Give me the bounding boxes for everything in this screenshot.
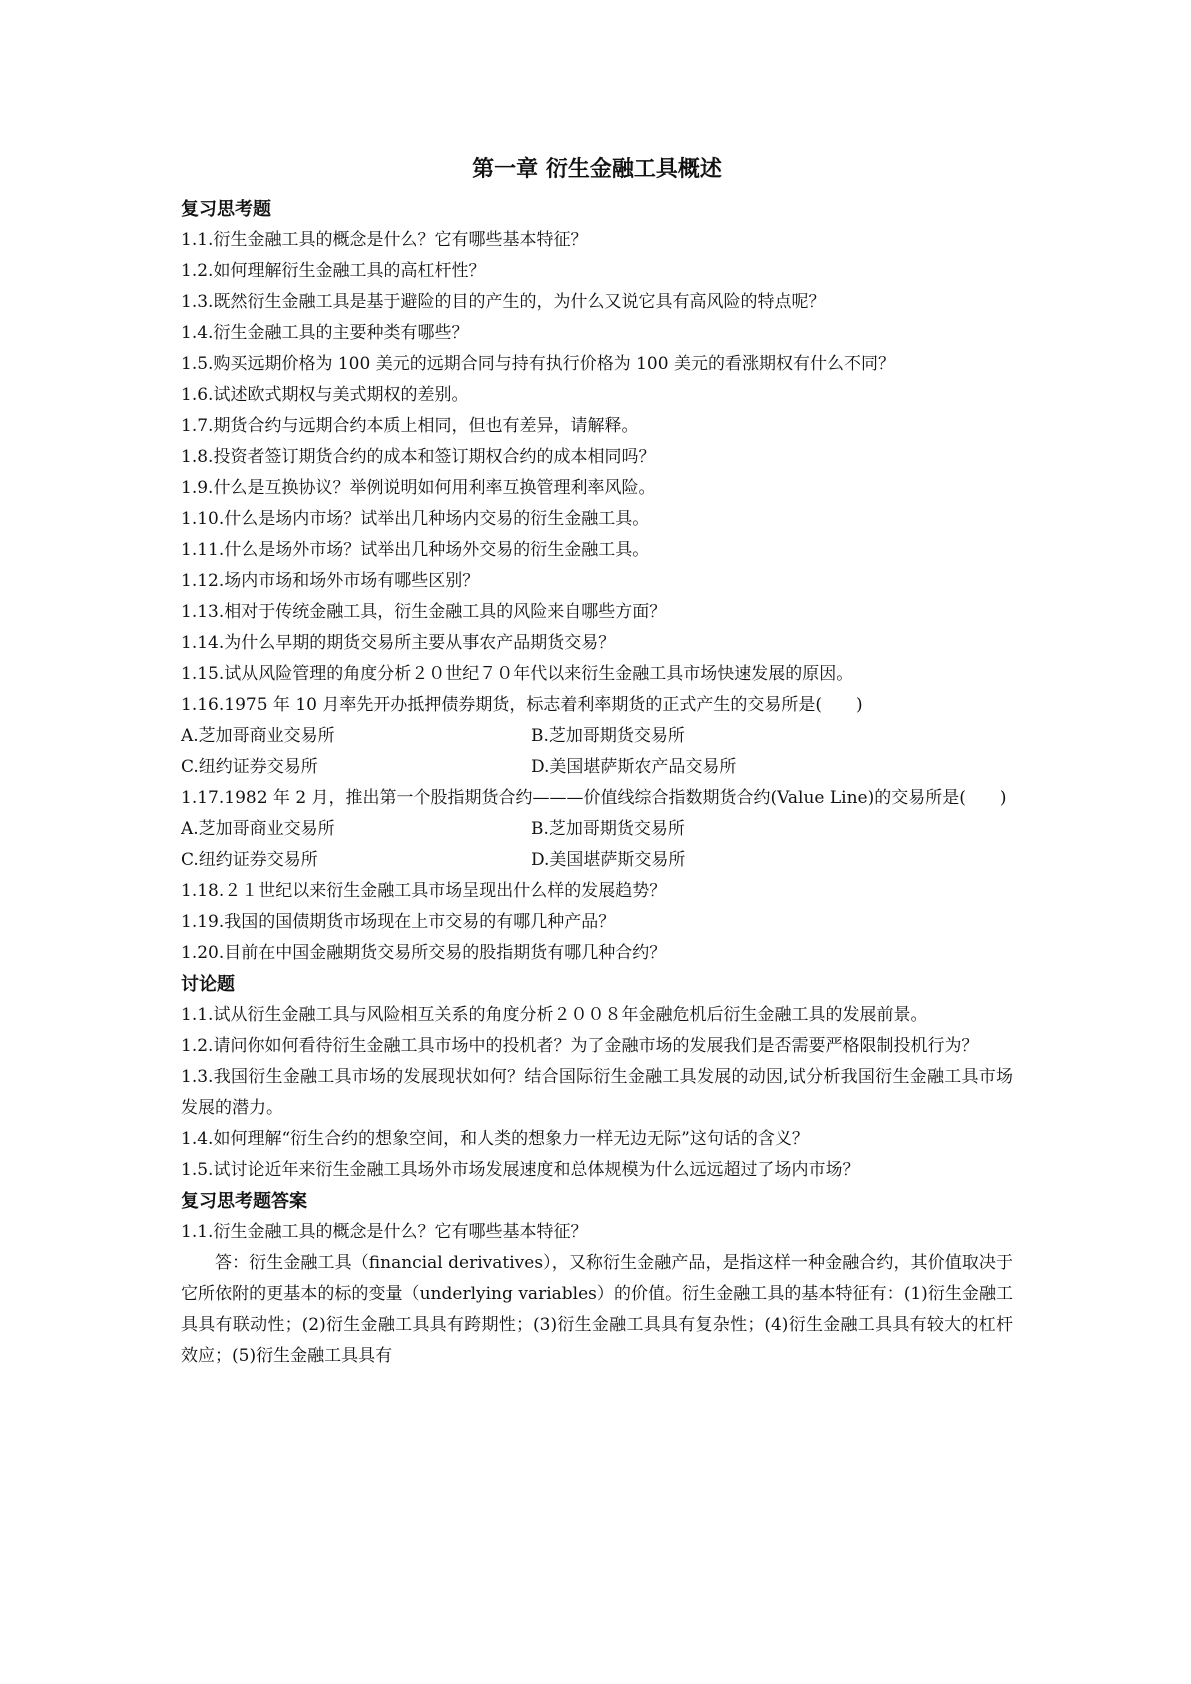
- option-c: C.纽约证券交易所: [181, 757, 318, 777]
- option-d: D.美国堪萨斯交易所: [531, 850, 686, 870]
- review-question-19: 1.19.我国的国债期货市场现在上市交易的有哪几种产品？: [181, 912, 616, 932]
- review-question-15: 1.15.试从风险管理的角度分析２０世纪７０年代以来衍生金融工具市场快速发展的原因。: [181, 664, 854, 684]
- question-17-options: [181, 814, 1013, 876]
- discussion-question-4: 1.4.如何理解“衍生合约的想象空间，和人类的想象力一样无边无际”这句话的含义？: [181, 1129, 809, 1149]
- discussion-question-1: 1.1.试从衍生金融工具与风险相互关系的角度分析２００８年金融危机后衍生金融工具的发展前景。: [181, 1005, 928, 1025]
- answer-question-1: 1.1.衍生金融工具的概念是什么？它有哪些基本特征？: [181, 1222, 588, 1242]
- discussion-heading: 讨论题: [181, 974, 235, 995]
- discussion-question-3: 1.3.我国衍生金融工具市场的发展现状如何？结合国际衍生金融工具发展的动因,试分析我国衍生金融工具市场发展的潜力。: [181, 1067, 1013, 1118]
- review-heading: 复习思考题: [181, 199, 271, 220]
- review-question-7: 1.7.期货合约与远期合约本质上相同，但也有差异，请解释。: [181, 416, 639, 436]
- review-question-2: 1.2.如何理解衍生金融工具的高杠杆性？: [181, 261, 486, 281]
- review-question-4: 1.4.衍生金融工具的主要种类有哪些？: [181, 323, 469, 343]
- review-question-14: 1.14.为什么早期的期货交易所主要从事农产品期货交易？: [181, 633, 616, 653]
- option-c: C.纽约证券交易所: [181, 850, 318, 870]
- review-question-5: 1.5.购买远期价格为 100 美元的远期合同与持有执行价格为 100 美元的看涨期权有什么不同？: [181, 354, 895, 374]
- review-question-10: 1.10.什么是场内市场？试举出几种场内交易的衍生金融工具。: [181, 509, 650, 529]
- option-d: D.美国堪萨斯农产品交易所: [531, 757, 737, 777]
- option-b: B.芝加哥期货交易所: [531, 726, 685, 746]
- review-question-18: 1.18.２１世纪以来衍生金融工具市场呈现出什么样的发展趋势？: [181, 881, 667, 901]
- review-question-12: 1.12.场内市场和场外市场有哪些区别？: [181, 571, 480, 591]
- review-question-3: 1.3.既然衍生金融工具是基于避险的目的产生的，为什么又说它具有高风险的特点呢？: [181, 292, 826, 312]
- review-question-17: 1.17.1982 年 2 月，推出第一个股指期货合约———价值线综合指数期货合约(Value Line)的交易所是( ): [181, 788, 1007, 808]
- option-a: A.芝加哥商业交易所: [181, 726, 335, 746]
- review-question-1: 1.1.衍生金融工具的概念是什么？它有哪些基本特征？: [181, 230, 588, 250]
- review-question-13: 1.13.相对于传统金融工具，衍生金融工具的风险来自哪些方面？: [181, 602, 667, 622]
- chapter-title: 第一章 衍生金融工具概述: [472, 157, 722, 182]
- review-question-20: 1.20.目前在中国金融期货交易所交易的股指期货有哪几种合约？: [181, 943, 667, 963]
- option-b: B.芝加哥期货交易所: [531, 819, 685, 839]
- discussion-question-5: 1.5.试讨论近年来衍生金融工具场外市场发展速度和总体规模为什么远远超过了场内市场？: [181, 1160, 860, 1180]
- question-16-options: [181, 721, 1013, 783]
- answer-text-1: 答：衍生金融工具（financial derivatives），又称衍生金融产品，是指这样一种金融合约，其价值取决于它所依附的更基本的标的变量（underlying variables）的价值。衍生金融工具的基本特征有：(1)衍生金融工具具有联动性；(2)衍生金融工具具有跨期性；(3)衍生金融工具具有复杂性；(4)衍生金融工具具有较大的杠杆效应；(5)衍生金融工具具有: [181, 1253, 1013, 1366]
- document-page: [181, 150, 1013, 1372]
- discussion-question-2: 1.2.请问你如何看待衍生金融工具市场中的投机者？为了金融市场的发展我们是否需要严格限制投机行为？: [181, 1036, 979, 1056]
- review-question-8: 1.8.投资者签订期货合约的成本和签订期权合约的成本相同吗？: [181, 447, 656, 467]
- review-question-6: 1.6.试述欧式期权与美式期权的差别。: [181, 385, 469, 405]
- review-question-16: 1.16.1975 年 10 月率先开办抵押债券期货，标志着利率期货的正式产生的交易所是( ): [181, 695, 863, 715]
- answers-heading: 复习思考题答案: [181, 1191, 307, 1212]
- review-question-11: 1.11.什么是场外市场？试举出几种场外交易的衍生金融工具。: [181, 540, 650, 560]
- option-a: A.芝加哥商业交易所: [181, 819, 335, 839]
- review-question-9: 1.9.什么是互换协议？举例说明如何用利率互换管理利率风险。: [181, 478, 656, 498]
